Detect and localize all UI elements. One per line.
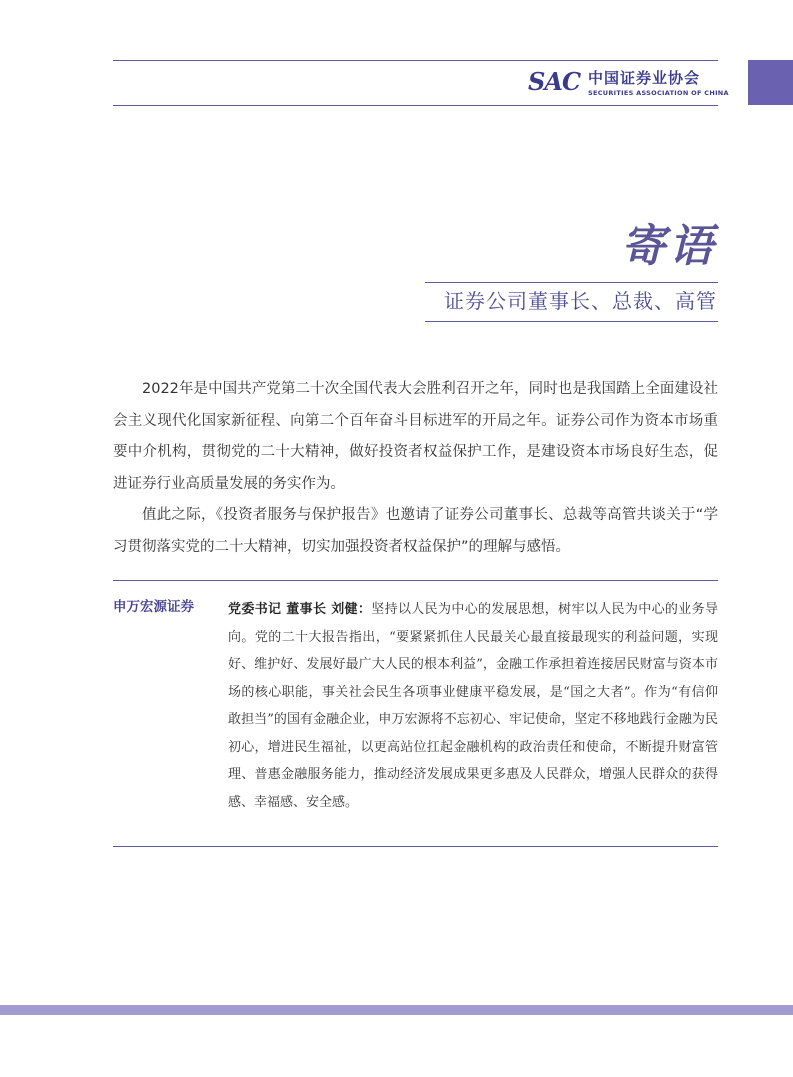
page-subtitle: 证券公司董事长、总裁、高管: [444, 289, 717, 313]
page-title: 寄语: [621, 221, 717, 272]
logo-chinese-name: 中国证券业协会: [588, 69, 701, 87]
corner-tab: [748, 60, 793, 105]
title-rule: [425, 282, 718, 283]
subtitle-rule: [425, 321, 718, 322]
quote-organization: 申万宏源证券: [113, 599, 194, 615]
intro-paragraph-1: 2022年是中国共产党第二十次全国代表大会胜利召开之年，同时也是我国踏上全面建设社会主义现代化国家新征程、向第二个百年奋斗目标进军的开局之年。证券公司作为资本市场重要中介机构，贯彻党的二十大精神，做好投资者权益保护工作，是建设资本市场良好生态，促进证券行业高质量发展的务实作为。: [113, 381, 718, 492]
logo-mark: SAC: [528, 67, 581, 96]
sac-logo: [528, 67, 729, 102]
quote-speaker: 党委书记 董事长 刘健：: [228, 602, 372, 617]
quote-rule-top: [113, 580, 718, 581]
header-rule-bottom: [113, 105, 718, 106]
header-rule-top: [113, 60, 718, 61]
logo-english-name: SECURITIES ASSOCIATION OF CHINA: [588, 89, 729, 97]
quote-body: [228, 596, 718, 816]
quote-text: 坚持以人民为中心的发展思想，树牢以人民为中心的业务导向。党的二十大报告指出，“要紧紧抓住人民最关心最直接最现实的利益问题，实现好、维护好、发展好最广大人民的根本利益”，金融工作承担着连接居民财富与资本市场的核心职能，事关社会民生各项事业健康平稳发展，是“国之大者”。作为“有信仰 敢担当”的国有金融企业，申万宏源将不忘初心、牢记使命，坚定不移地践行金融为民初心，增进民生福祉，以更高站位扛起金融机构的政治责任和使命，不断提升财富管理、普惠金融服务能力，推动经济发展成果更多惠及人民群众，增强人民群众的获得感、幸福感、安全感。: [228, 602, 718, 810]
quote-rule-bottom: [113, 846, 718, 847]
footer-band: [0, 1005, 793, 1015]
intro-section: [113, 374, 718, 563]
intro-paragraph-2: 值此之际，《投资者服务与保护报告》也邀请了证券公司董事长、总裁等高管共谈关于“学习贯彻落实党的二十大精神，切实加强投资者权益保护”的理解与感悟。: [113, 507, 718, 555]
